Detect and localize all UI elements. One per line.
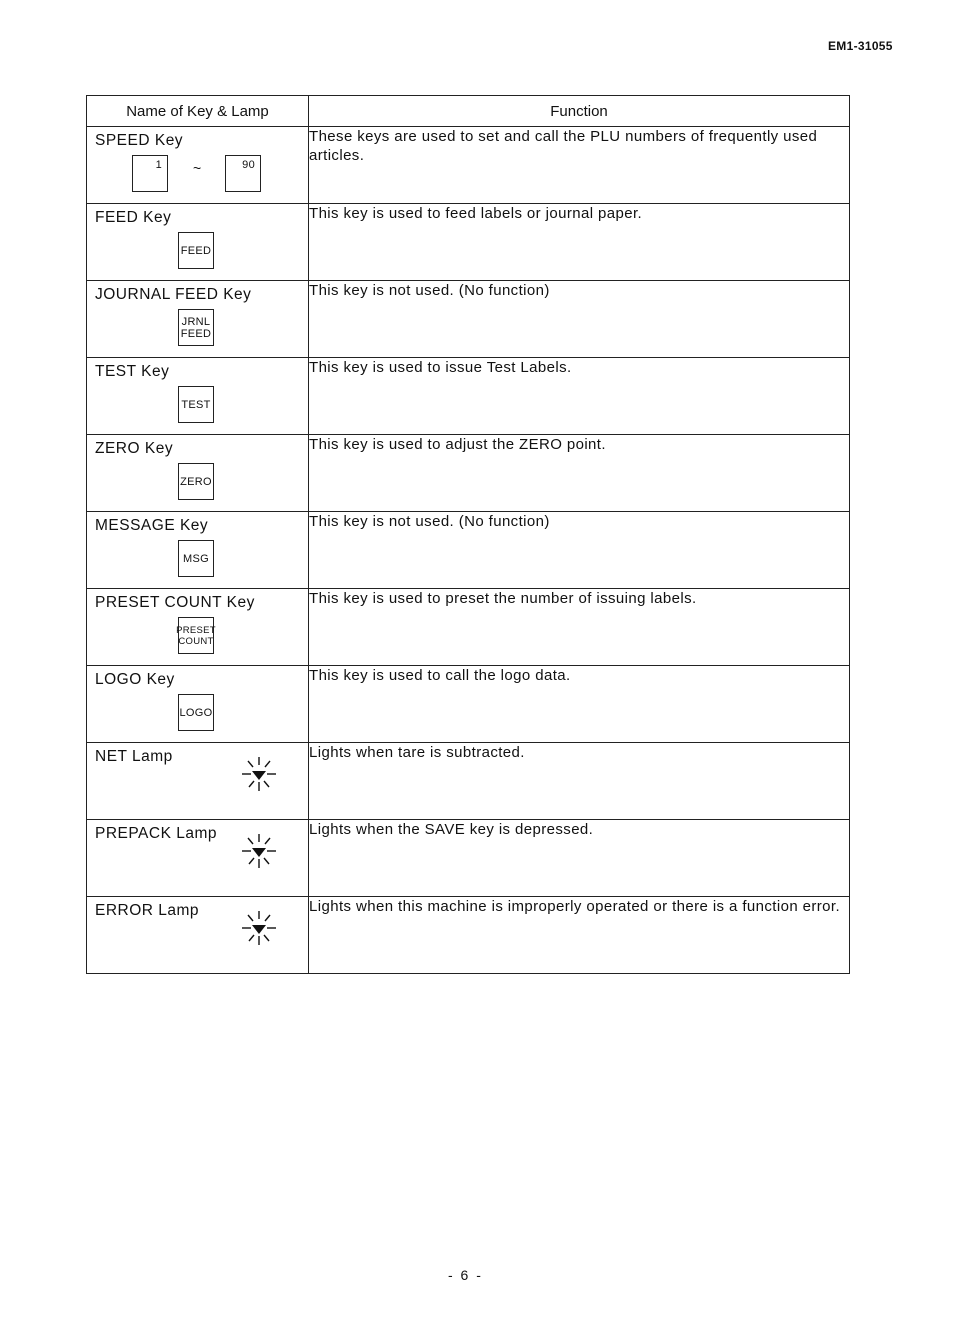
key-name: ZERO Key <box>95 440 174 457</box>
key-name: MESSAGE Key <box>95 517 209 534</box>
table-row <box>87 204 850 281</box>
lamp-name: PREPACK Lamp <box>95 825 218 842</box>
speed-key-1-icon: 1 <box>132 155 168 192</box>
speed-key-90-icon: 90 <box>225 155 261 192</box>
function-description: These keys are used to set and call the PLU numbers of frequently used articles. <box>309 127 850 204</box>
table-row <box>87 589 850 666</box>
table-row <box>87 358 850 435</box>
lamp-icon <box>240 909 278 947</box>
function-description: This key is used to call the logo data. <box>309 666 850 743</box>
table-row <box>87 512 850 589</box>
zero-key-icon: ZERO <box>178 463 214 500</box>
key-name: JOURNAL FEED Key <box>95 286 252 303</box>
table-row <box>87 127 850 204</box>
column-header-function: Function <box>309 96 850 127</box>
lamp-name: NET Lamp <box>95 748 173 765</box>
table-header-row <box>87 96 850 127</box>
function-description: This key is used to issue Test Labels. <box>309 358 850 435</box>
table-row <box>87 281 850 358</box>
lamp-icon <box>240 832 278 870</box>
key-name: LOGO Key <box>95 671 175 688</box>
document-code: EM1-31055 <box>828 39 893 53</box>
table-row <box>87 666 850 743</box>
logo-key-icon: LOGO <box>178 694 214 731</box>
test-key-icon: TEST <box>178 386 214 423</box>
key-name: FEED Key <box>95 209 172 226</box>
journal-feed-key-icon: JRNL FEED <box>178 309 214 346</box>
key-name: TEST Key <box>95 363 170 380</box>
function-description: This key is used to adjust the ZERO point. <box>309 435 850 512</box>
function-description: This key is not used. (No function) <box>309 281 850 358</box>
feed-key-icon: FEED <box>178 232 214 269</box>
lamp-icon <box>240 755 278 793</box>
function-description: Lights when the SAVE key is depressed. <box>309 820 850 897</box>
function-description: Lights when tare is subtracted. <box>309 743 850 820</box>
table-row <box>87 897 850 974</box>
lamp-name: ERROR Lamp <box>95 902 200 919</box>
table-row <box>87 743 850 820</box>
message-key-icon: MSG <box>178 540 214 577</box>
function-description: Lights when this machine is improperly operated or there is a function error. <box>309 897 850 974</box>
function-description: This key is not used. (No function) <box>309 512 850 589</box>
range-separator: ~ <box>193 160 202 176</box>
column-header-name: Name of Key & Lamp <box>87 96 309 127</box>
function-description: This key is used to feed labels or journal paper. <box>309 204 850 281</box>
preset-count-key-icon: PRESET COUNT <box>178 617 214 654</box>
key-lamp-table <box>86 95 850 974</box>
page-number: - 6 - <box>448 1267 483 1283</box>
table-row <box>87 820 850 897</box>
table-row <box>87 435 850 512</box>
function-description: This key is used to preset the number of issuing labels. <box>309 589 850 666</box>
key-name: PRESET COUNT Key <box>95 594 255 611</box>
key-name: SPEED Key <box>95 132 184 149</box>
